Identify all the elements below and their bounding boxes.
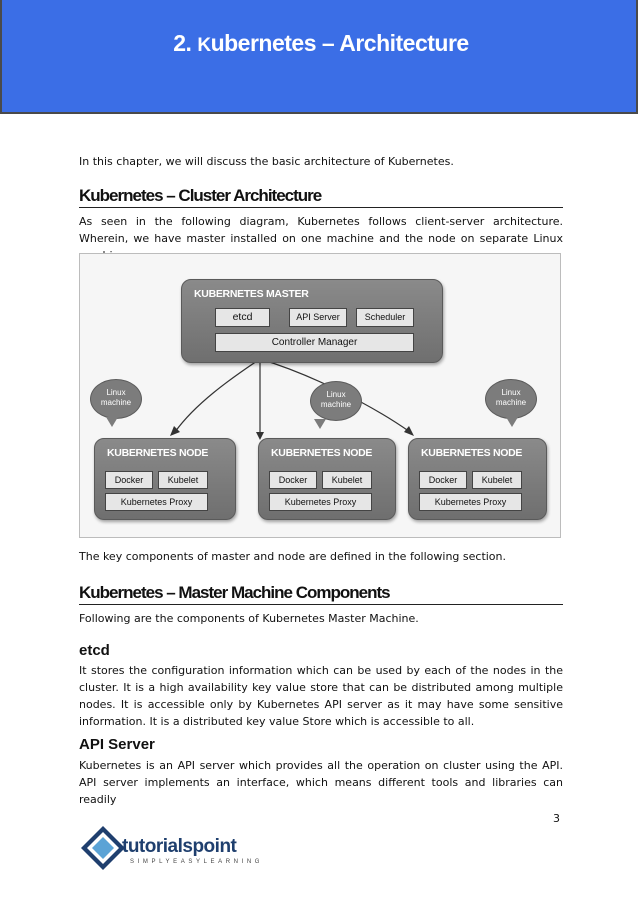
page-number: 3	[553, 812, 560, 825]
bubble-tail-1	[106, 417, 118, 427]
after-diagram-paragraph: The key components of master and node are defined in the following section.	[79, 550, 507, 563]
chapter-title	[2, 30, 638, 57]
arrow-right	[404, 426, 414, 436]
docker-component: Docker	[269, 471, 317, 489]
node-box-1	[94, 438, 236, 520]
node-box-3	[408, 438, 547, 520]
connector-left	[175, 359, 260, 432]
tutorialspoint-logo	[78, 823, 268, 873]
kubelet-component: Kubelet	[322, 471, 372, 489]
api-server-component: API Server	[289, 308, 347, 327]
chapter-title-text: ubernetes – Architecture	[210, 30, 469, 56]
node-box-2	[258, 438, 396, 520]
section-body-cluster: As seen in the following diagram, Kubernetes follows client-server architecture. Wherein, we have master installed on one machine and the node on separate Linux	[79, 215, 563, 245]
etcd-component: etcd	[215, 308, 270, 327]
linux-machine-bubble-2: Linux machine	[310, 381, 362, 421]
logo-brand: tutorialspoint	[122, 836, 237, 857]
architecture-diagram	[79, 253, 561, 538]
controller-manager-component: Controller Manager	[215, 333, 414, 352]
docker-component: Docker	[419, 471, 467, 489]
etcd-body: It stores the configuration information which can be used by each of the nodes in the cluster. It is a high availability key value store that can be distributed among multiple nodes. It is accessible only by Kubernetes API server as it may have some sensitive information. It is a distributed key value Store which is accessible to all.	[79, 664, 563, 728]
chapter-number: 2.	[173, 30, 192, 56]
node-title: KUBERNETES NODE	[421, 447, 523, 459]
chapter-title-initial: K	[197, 35, 211, 56]
section-heading-master: Kubernetes – Master Machine Components	[79, 583, 563, 605]
scheduler-component: Scheduler	[356, 308, 414, 327]
api-server-heading: API Server	[79, 736, 155, 753]
kubernetes-proxy-component: Kubernetes Proxy	[419, 493, 522, 511]
kubelet-component: Kubelet	[472, 471, 522, 489]
node-title: KUBERNETES NODE	[271, 447, 373, 459]
kubernetes-proxy-component: Kubernetes Proxy	[269, 493, 372, 511]
chapter-banner	[0, 0, 638, 114]
bubble-tail-2	[314, 419, 326, 429]
section-body-master: Following are the components of Kubernetes Master Machine.	[79, 612, 419, 625]
section-heading-cluster: Kubernetes – Cluster Architecture	[79, 186, 563, 208]
linux-machine-bubble-1: Linux machine	[90, 379, 142, 419]
master-box	[181, 279, 443, 363]
node-title: KUBERNETES NODE	[107, 447, 209, 459]
kubelet-component: Kubelet	[158, 471, 208, 489]
linux-machine-bubble-3: Linux machine	[485, 379, 537, 419]
etcd-heading: etcd	[79, 642, 110, 659]
logo-tagline: SIMPLYEASYLEARNING	[130, 859, 264, 865]
docker-component: Docker	[105, 471, 153, 489]
api-server-body: Kubernetes is an API server which provides all the operation on cluster using the API. API server implements an interface, which means different tools and libraries can readily	[79, 759, 563, 806]
master-title: KUBERNETES MASTER	[194, 288, 309, 300]
kubernetes-proxy-component: Kubernetes Proxy	[105, 493, 208, 511]
bubble-tail-3	[506, 417, 518, 427]
intro-paragraph: In this chapter, we will discuss the basic architecture of Kubernetes.	[79, 155, 454, 168]
